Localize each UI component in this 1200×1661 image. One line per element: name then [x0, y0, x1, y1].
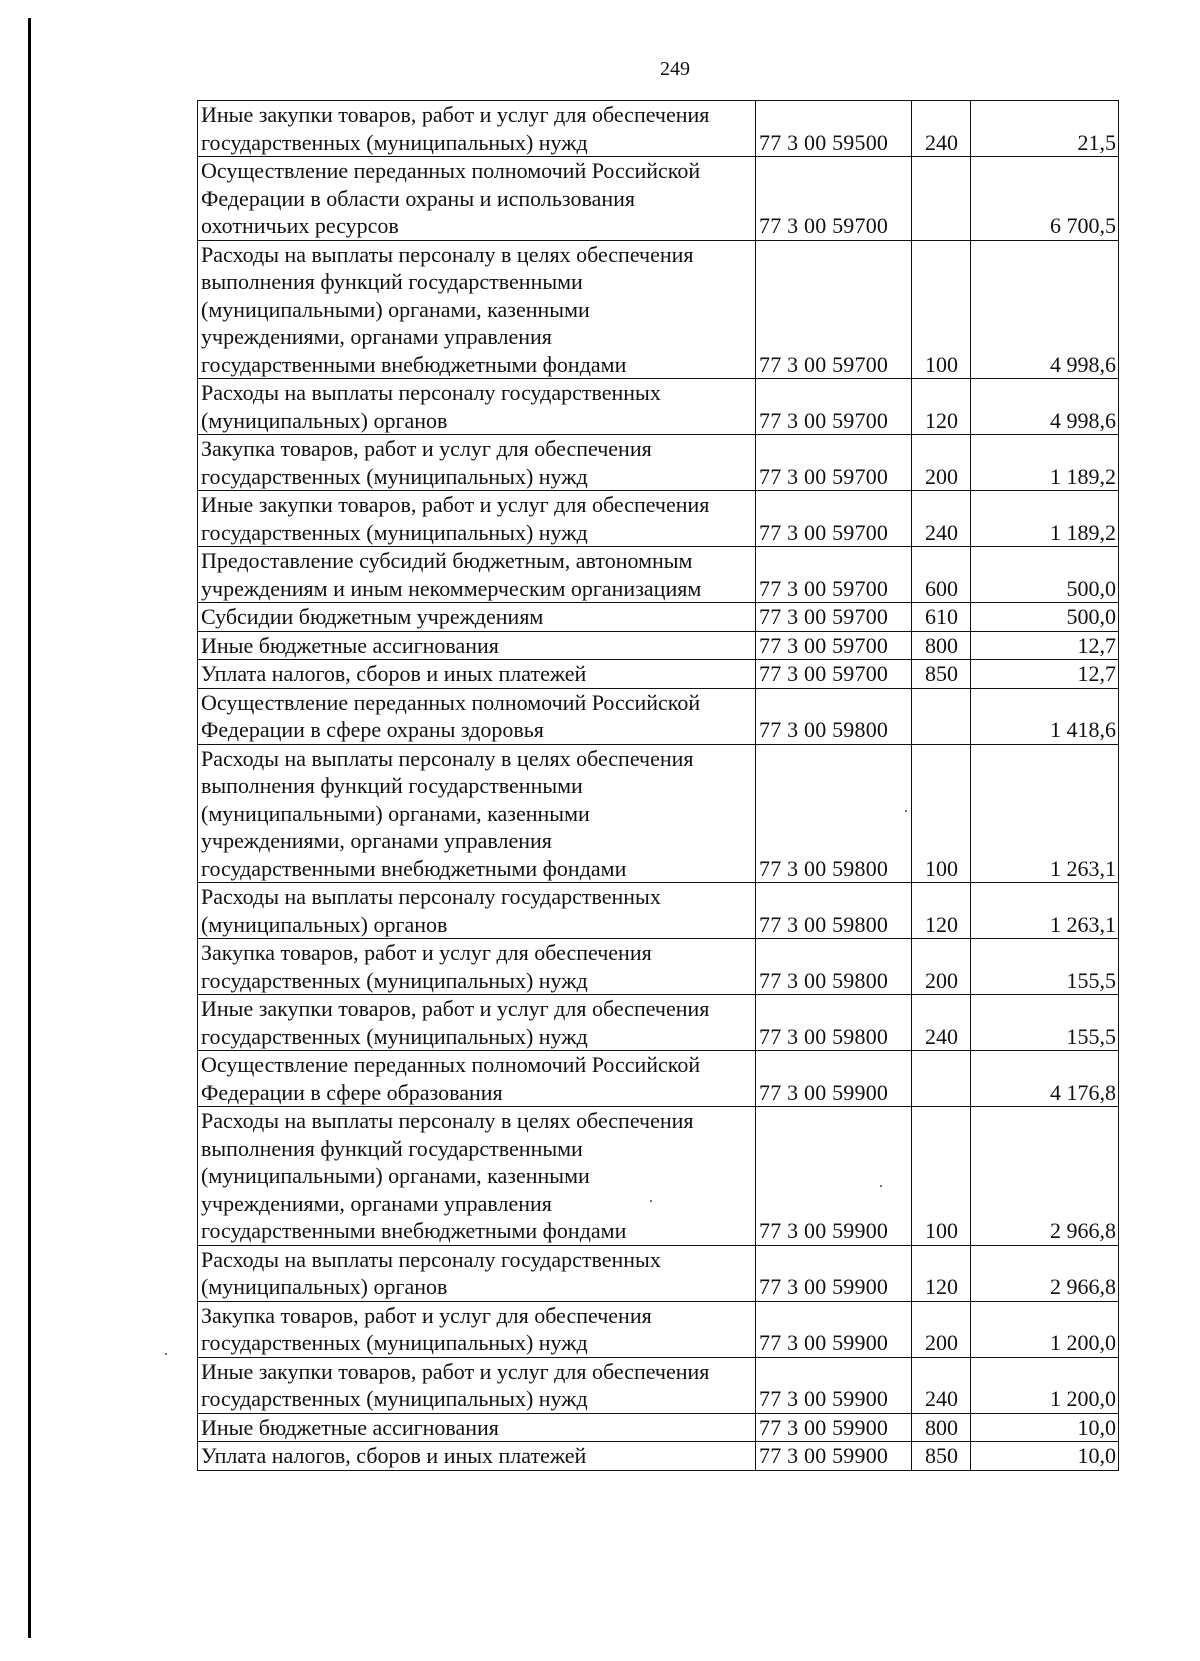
table-row [198, 379, 1119, 435]
row-name-cell: Уплата налогов, сборов и иных платежей [198, 1442, 756, 1471]
row-name-cell: Иные закупки товаров, работ и услуг для обеспечения государственных (муниципальных) нужд [198, 101, 756, 157]
row-type-cell: 120 [912, 1245, 971, 1301]
row-name-cell: Расходы на выплаты персоналу государственных (муниципальных) органов [198, 883, 756, 939]
row-name-cell: Расходы на выплаты персоналу государственных (муниципальных) органов [198, 1245, 756, 1301]
row-sum-cell: 1 200,0 [971, 1357, 1119, 1413]
row-code-cell: 77 3 00 59700 [756, 491, 912, 547]
row-sum-cell: 500,0 [971, 603, 1119, 632]
table-row [198, 603, 1119, 632]
row-name-cell: Осуществление переданных полномочий Российской Федерации в области охраны и использования охотничьих ресурсов [198, 157, 756, 241]
row-sum-cell: 155,5 [971, 995, 1119, 1051]
row-sum-cell: 1 189,2 [971, 491, 1119, 547]
row-sum-cell: 12,7 [971, 631, 1119, 660]
table-row [198, 1413, 1119, 1442]
table-row [198, 1107, 1119, 1246]
row-type-cell: 800 [912, 631, 971, 660]
row-code-cell: 77 3 00 59700 [756, 379, 912, 435]
row-name-cell: Расходы на выплаты персоналу в целях обеспечения выполнения функций государственными (муниципальными) органами, казенными учреждениями, органами управления государственными внебюджетными фондами [198, 240, 756, 379]
row-code-cell: 77 3 00 59500 [756, 101, 912, 157]
row-name-cell: Иные бюджетные ассигнования [198, 631, 756, 660]
row-name-cell: Осуществление переданных полномочий Российской Федерации в сфере образования [198, 1051, 756, 1107]
row-type-cell: 240 [912, 101, 971, 157]
row-type-cell: 100 [912, 240, 971, 379]
row-type-cell: 240 [912, 995, 971, 1051]
row-code-cell: 77 3 00 59900 [756, 1442, 912, 1471]
row-name-cell: Закупка товаров, работ и услуг для обеспечения государственных (муниципальных) нужд [198, 1301, 756, 1357]
row-code-cell: 77 3 00 59900 [756, 1301, 912, 1357]
row-type-cell: 240 [912, 1357, 971, 1413]
row-code-cell: 77 3 00 59700 [756, 631, 912, 660]
table-row [198, 631, 1119, 660]
row-type-cell: 100 [912, 1107, 971, 1246]
row-code-cell: 77 3 00 59700 [756, 547, 912, 603]
table-row [198, 1301, 1119, 1357]
row-type-cell: 850 [912, 1442, 971, 1471]
row-code-cell: 77 3 00 59700 [756, 660, 912, 689]
row-code-cell: 77 3 00 59800 [756, 688, 912, 744]
scan-speck [650, 1200, 652, 1202]
row-sum-cell: 1 189,2 [971, 435, 1119, 491]
row-type-cell [912, 688, 971, 744]
row-sum-cell: 2 966,8 [971, 1107, 1119, 1246]
row-type-cell [912, 1051, 971, 1107]
row-sum-cell: 6 700,5 [971, 157, 1119, 241]
row-sum-cell: 10,0 [971, 1413, 1119, 1442]
row-code-cell: 77 3 00 59700 [756, 603, 912, 632]
row-type-cell: 600 [912, 547, 971, 603]
table-row [198, 1357, 1119, 1413]
row-name-cell: Иные бюджетные ассигнования [198, 1413, 756, 1442]
row-sum-cell: 4 176,8 [971, 1051, 1119, 1107]
scan-speck [905, 810, 907, 812]
table-row [198, 744, 1119, 883]
row-sum-cell: 1 263,1 [971, 744, 1119, 883]
row-sum-cell: 4 998,6 [971, 379, 1119, 435]
row-code-cell: 77 3 00 59900 [756, 1107, 912, 1246]
row-name-cell: Иные закупки товаров, работ и услуг для обеспечения государственных (муниципальных) нужд [198, 1357, 756, 1413]
table-row [198, 995, 1119, 1051]
row-sum-cell: 4 998,6 [971, 240, 1119, 379]
row-name-cell: Осуществление переданных полномочий Российской Федерации в сфере охраны здоровья [198, 688, 756, 744]
row-sum-cell: 12,7 [971, 660, 1119, 689]
row-type-cell: 850 [912, 660, 971, 689]
row-type-cell: 200 [912, 435, 971, 491]
table-row [198, 240, 1119, 379]
row-name-cell: Закупка товаров, работ и услуг для обеспечения государственных (муниципальных) нужд [198, 939, 756, 995]
row-sum-cell: 1 418,6 [971, 688, 1119, 744]
row-sum-cell: 1 263,1 [971, 883, 1119, 939]
scan-speck [880, 1185, 882, 1187]
row-type-cell [912, 157, 971, 241]
row-name-cell: Предоставление субсидий бюджетным, автономным учреждениям и иным некоммерческим организациям [198, 547, 756, 603]
scan-edge-line [28, 18, 31, 1638]
row-code-cell: 77 3 00 59900 [756, 1357, 912, 1413]
row-code-cell: 77 3 00 59700 [756, 157, 912, 241]
row-name-cell: Иные закупки товаров, работ и услуг для обеспечения государственных (муниципальных) нужд [198, 995, 756, 1051]
row-type-cell: 610 [912, 603, 971, 632]
row-code-cell: 77 3 00 59900 [756, 1245, 912, 1301]
table-row [198, 157, 1119, 241]
budget-table [197, 100, 1119, 1471]
page-number: 249 [660, 58, 690, 80]
table-row [198, 1051, 1119, 1107]
row-sum-cell: 500,0 [971, 547, 1119, 603]
table-row [198, 435, 1119, 491]
row-name-cell: Расходы на выплаты персоналу в целях обеспечения выполнения функций государственными (муниципальными) органами, казенными учреждениями, органами управления государственными внебюджетными фондами [198, 1107, 756, 1246]
row-type-cell: 240 [912, 491, 971, 547]
row-type-cell: 800 [912, 1413, 971, 1442]
row-sum-cell: 155,5 [971, 939, 1119, 995]
row-code-cell: 77 3 00 59800 [756, 939, 912, 995]
table-row [198, 491, 1119, 547]
row-type-cell: 200 [912, 1301, 971, 1357]
budget-table-body [198, 101, 1119, 1471]
row-type-cell: 120 [912, 883, 971, 939]
row-code-cell: 77 3 00 59800 [756, 995, 912, 1051]
scan-speck [165, 1353, 167, 1355]
row-sum-cell: 2 966,8 [971, 1245, 1119, 1301]
table-row [198, 688, 1119, 744]
row-type-cell: 120 [912, 379, 971, 435]
table-row [198, 1245, 1119, 1301]
row-name-cell: Расходы на выплаты персоналу в целях обеспечения выполнения функций государственными (муниципальными) органами, казенными учреждениями, органами управления государственными внебюджетными фондами [198, 744, 756, 883]
row-sum-cell: 1 200,0 [971, 1301, 1119, 1357]
row-name-cell: Иные закупки товаров, работ и услуг для обеспечения государственных (муниципальных) нужд [198, 491, 756, 547]
table-row [198, 883, 1119, 939]
row-type-cell: 200 [912, 939, 971, 995]
row-name-cell: Субсидии бюджетным учреждениям [198, 603, 756, 632]
row-code-cell: 77 3 00 59900 [756, 1413, 912, 1442]
table-row [198, 939, 1119, 995]
table-row [198, 1442, 1119, 1471]
row-name-cell: Уплата налогов, сборов и иных платежей [198, 660, 756, 689]
table-row [198, 547, 1119, 603]
row-type-cell: 100 [912, 744, 971, 883]
row-code-cell: 77 3 00 59700 [756, 240, 912, 379]
table-row [198, 101, 1119, 157]
row-name-cell: Расходы на выплаты персоналу государственных (муниципальных) органов [198, 379, 756, 435]
row-code-cell: 77 3 00 59700 [756, 435, 912, 491]
row-code-cell: 77 3 00 59800 [756, 744, 912, 883]
row-code-cell: 77 3 00 59800 [756, 883, 912, 939]
table-row [198, 660, 1119, 689]
row-sum-cell: 21,5 [971, 101, 1119, 157]
row-code-cell: 77 3 00 59900 [756, 1051, 912, 1107]
row-sum-cell: 10,0 [971, 1442, 1119, 1471]
row-name-cell: Закупка товаров, работ и услуг для обеспечения государственных (муниципальных) нужд [198, 435, 756, 491]
